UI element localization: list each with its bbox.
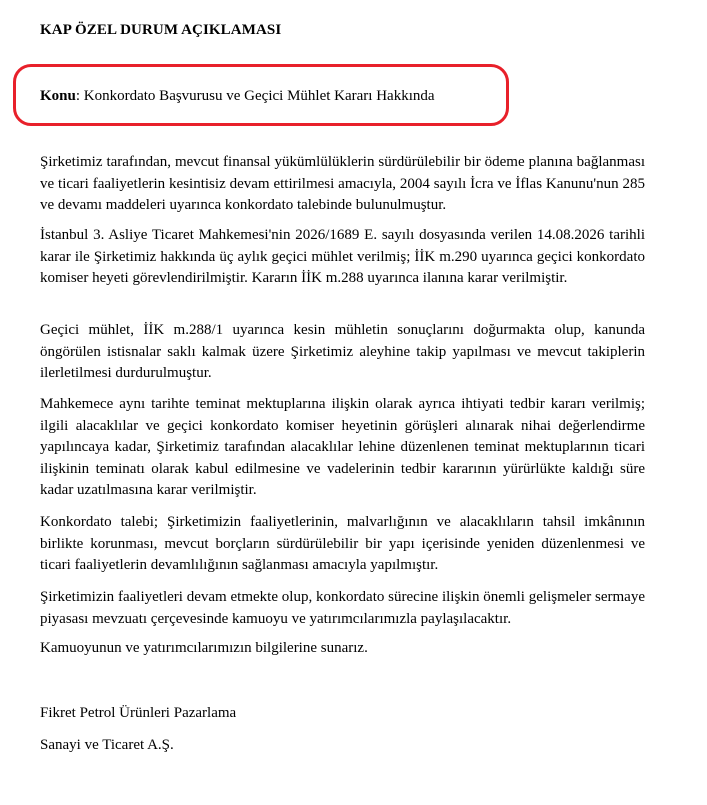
paragraph-temporary-moratorium: Geçici mühlet, İİK m.288/1 uyarınca kesin mühletin sonuçlarını doğurmakta olup, kanunda öngörülen istisnalar saklı kalmak üzere Şirketimiz aleyhine takip yapılması ve mevcut takiplerin ilerletilmesi durdurulmuştur. (40, 322, 645, 381)
subject-text: Konkordato Başvurusu ve Geçici Mühlet Kararı Hakkında (83, 88, 435, 104)
subject-label: Konu (40, 88, 76, 104)
paragraph-ongoing-operations: Şirketimizin faaliyetleri devam etmekte olup, konkordato sürecine ilişkin önemli gelişmeler sermaye piyasası mevzuatı çerçevesinde kamuoyu ve yatırımcılarımızla paylaşılacaktır. (40, 589, 645, 627)
paragraph-closing: Kamuoyunun ve yatırımcılarımızın bilgilerine sunarız. (40, 640, 368, 656)
signature-company-line2: Sanayi ve Ticaret A.Ş. (40, 737, 174, 753)
document-title: KAP ÖZEL DURUM AÇIKLAMASI (40, 22, 282, 38)
paragraph-purpose: Konkordato talebi; Şirketimizin faaliyetlerinin, malvarlığının ve alacaklıların tahsil imkânının birlikte korunması, mevcut borçların sürdürülebilir bir yapı içerisinde yeniden düzenlenmesi ve ticari faaliyetlerin devamlılığının sağlanması amacıyla yapılmıştır. (40, 514, 645, 573)
paragraph-application: Şirketimiz tarafından, mevcut finansal yükümlülüklerin sürdürülebilir bir ödeme planına bağlanması ve ticari faaliyetlerin kesintisiz devam ettirilmesi amacıyla, 2004 sayılı İcra ve İflas Kanunu'nun 285 ve devamı maddeleri uyarınca konkordato talebinde bulunulmuştur. (40, 154, 645, 213)
paragraph-court-decision: İstanbul 3. Asliye Ticaret Mahkemesi'nin 2026/1689 E. sayılı dosyasında verilen 14.08.2026 tarihli karar ile Şirketimiz hakkında üç aylık geçici mühlet verilmiş; İİK m.290 uyarınca geçici konkordato komiser heyeti görevlendirilmiştir. Kararın İİK m.288 uyarınca ilanına karar verilmiştir. (40, 227, 645, 286)
paragraph-letters-of-guarantee: Mahkemece aynı tarihte teminat mektuplarına ilişkin olarak ayrıca ihtiyati tedbir kararı verilmiş; ilgili alacaklılar ve geçici konkordato komiser heyetinin görüşleri alınarak nihai değerlendirme yapılıncaya kadar, Şirketimiz tarafından alacaklılar lehine düzenlenen teminat mektuplarının ticari ilişkinin teminatı olarak kabul edilmesine ve vadelerinin tedbir kararının yürürlükte kaldığı süre kadar uzatılmasına karar verilmiştir. (40, 396, 645, 498)
subject-line (40, 88, 435, 105)
subject-separator: : (75, 88, 84, 104)
signature-company-line1: Fikret Petrol Ürünleri Pazarlama (40, 705, 237, 721)
